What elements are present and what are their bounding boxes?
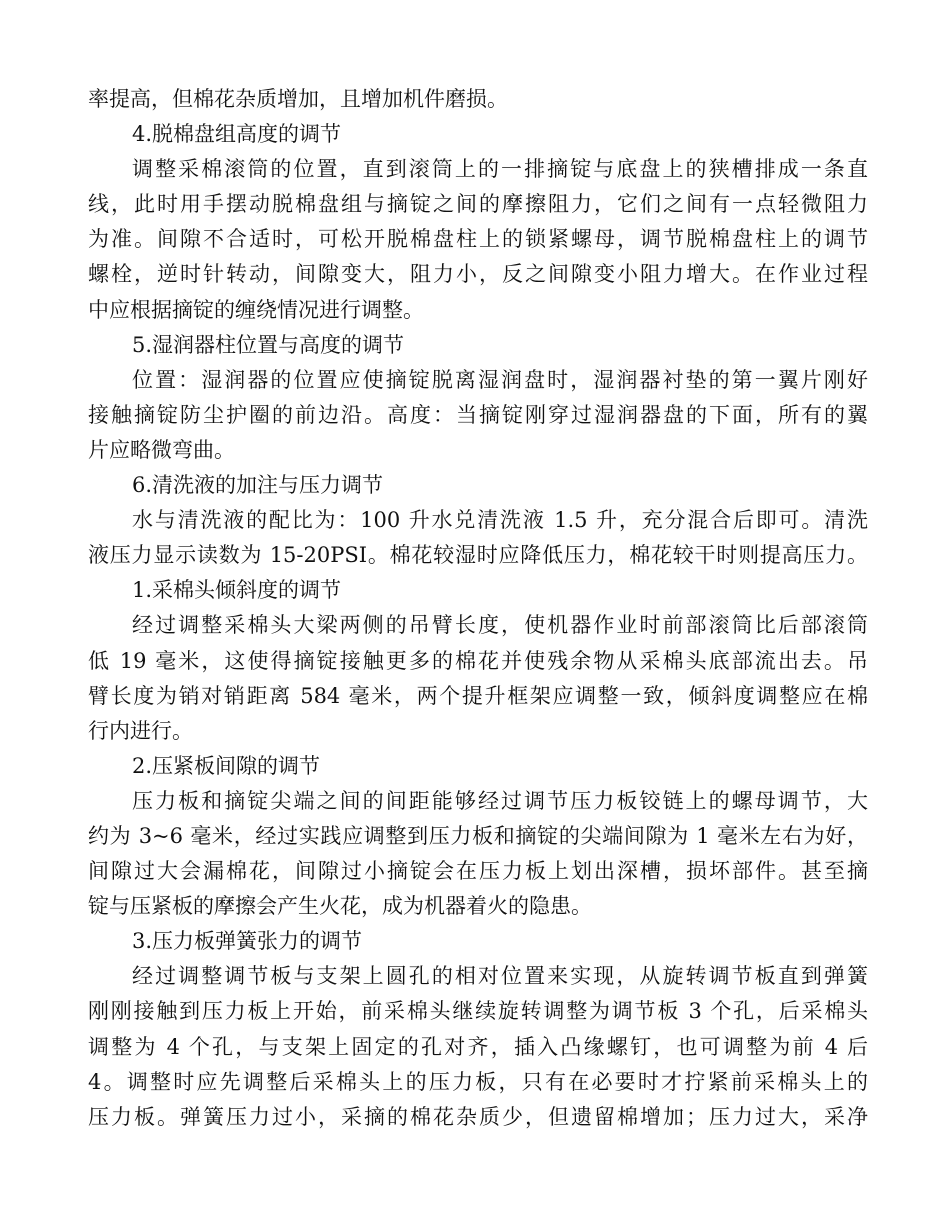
text-line: 经过调整采棉头大梁两侧的吊臂长度，使机器作业时前部滚筒比后部滚筒 [132, 613, 868, 638]
text-line: 约为 3~6 毫米，经过实践应调整到压力板和摘锭的尖端间隙为 1 毫米左右为好， [88, 823, 868, 848]
text-line: 率提高，但棉花杂质增加，且增加机件磨损。 [88, 87, 508, 111]
text-line: 为准。间隙不合适时，可松开脱棉盘柱上的锁紧螺母，调节脱棉盘柱上的调节 [88, 227, 868, 252]
text-line: 压力板和摘锭尖端之间的间距能够经过调节压力板铰链上的螺母调节，大 [132, 788, 868, 813]
text-line: 中应根据摘锭的缠绕情况进行调整。 [88, 297, 424, 322]
section-heading: 2.压紧板间隙的调节 [132, 753, 321, 778]
text-line: 调整采棉滚筒的位置，直到滚筒上的一排摘锭与底盘上的狭槽排成一条直 [132, 157, 868, 182]
text-line: 接触摘锭防尘护圈的前边沿。高度：当摘锭刚穿过湿润器盘的下面，所有的翼 [88, 402, 868, 427]
section-heading: 3.压力板弹簧张力的调节 [132, 929, 363, 954]
text-line: 锭与压紧板的摩擦会产生火花，成为机器着火的隐患。 [88, 894, 592, 919]
section-heading: 5.湿润器柱位置与高度的调节 [132, 332, 405, 357]
text-line: 片应略微弯曲。 [88, 437, 235, 462]
text-line: 线，此时用手摆动脱棉盘组与摘锭之间的摩擦阻力，它们之间有一点轻微阻力 [88, 192, 868, 217]
text-line: 螺栓，逆时针转动，间隙变大，阻力小，反之间隙变小阻力增大。在作业过程 [88, 262, 868, 287]
text-line: 液压力显示读数为 15-20PSI。棉花较湿时应降低压力，棉花较干时则提高压力。 [88, 543, 868, 568]
text-line: 水与清洗液的配比为：100 升水兑清洗液 1.5 升，充分混合后即可。清洗 [132, 508, 868, 533]
text-line: 压力板。弹簧压力过小，采摘的棉花杂质少，但遗留棉增加；压力过大，采净 [88, 1104, 868, 1129]
text-line: 行内进行。 [88, 718, 193, 743]
text-line: 位置：湿润器的位置应使摘锭脱离湿润盘时，湿润器衬垫的第一翼片刚好 [132, 367, 868, 392]
text-line: 臂长度为销对销距离 584 毫米，两个提升框架应调整一致，倾斜度调整应在棉 [88, 683, 868, 708]
text-line: 间隙过大会漏棉花，间隙过小摘锭会在压力板上划出深槽，损坏部件。甚至摘 [88, 859, 868, 884]
text-line: 刚刚接触到压力板上开始，前采棉头继续旋转调整为调节板 3 个孔，后采棉头 [88, 999, 868, 1024]
text-line: 调整为 4 个孔，与支架上固定的孔对齐，插入凸缘螺钉，也可调整为前 4 后 [88, 1034, 868, 1059]
document-body [88, 82, 868, 1135]
section-heading: 1.采棉头倾斜度的调节 [132, 578, 342, 603]
text-line: 低 19 毫米，这使得摘锭接触更多的棉花并使残余物从采棉头底部流出去。吊 [88, 648, 868, 673]
section-heading: 4.脱棉盘组高度的调节 [132, 122, 342, 147]
section-heading: 6.清洗液的加注与压力调节 [132, 473, 384, 498]
text-line: 经过调整调节板与支架上圆孔的相对位置来实现，从旋转调节板直到弹簧 [132, 964, 868, 989]
text-line: 4。调整时应先调整后采棉头上的压力板，只有在必要时才拧紧前采棉头上的 [88, 1069, 868, 1094]
